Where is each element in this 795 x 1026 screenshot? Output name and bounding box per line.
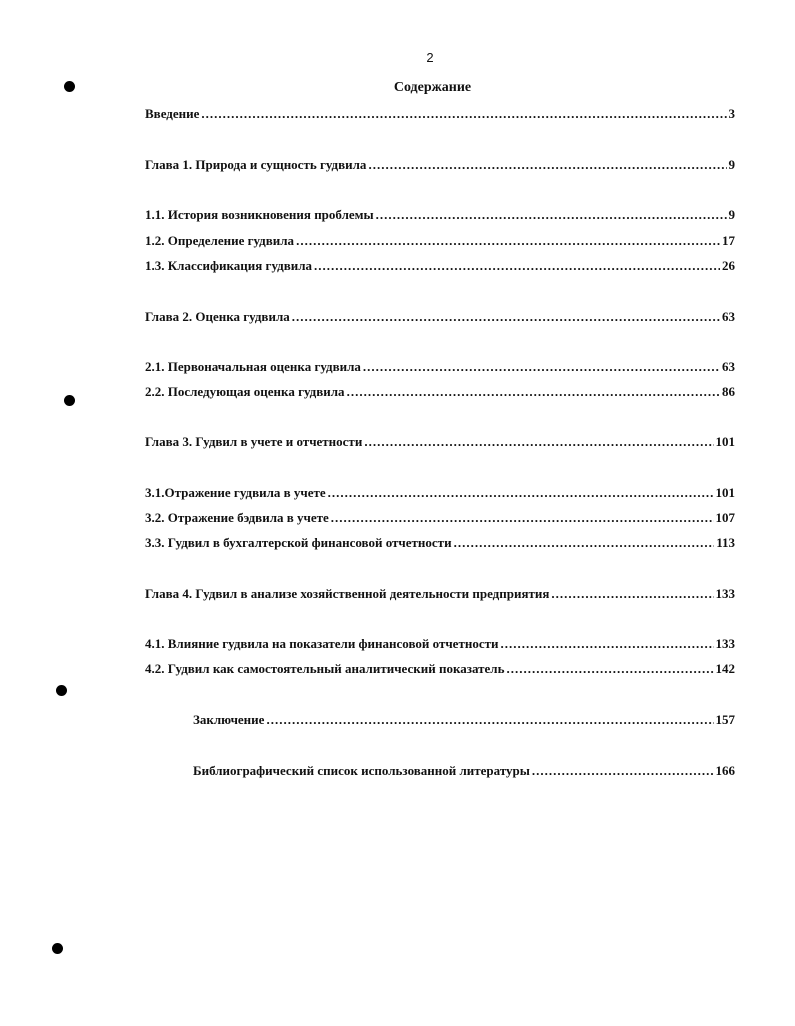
dot-leader [454, 535, 715, 551]
toc-entry-label: Глава 3. Гудвил в учете и отчетности [145, 434, 363, 449]
toc-entry-page: 101 [715, 485, 735, 500]
binding-hole-mark [52, 943, 63, 954]
page-number: 2 [426, 50, 434, 65]
toc-entry-chapter-1 [145, 157, 735, 173]
toc-entry-label: Введение [145, 106, 200, 121]
toc-entry-label: 1.2. Определение гудвила [145, 233, 295, 248]
dot-leader [551, 586, 713, 602]
toc-entry-page: 101 [715, 434, 735, 449]
dot-leader [364, 434, 713, 450]
toc-entry-label: 2.2. Последующая оценка гудвила [145, 384, 345, 399]
toc-entry-page: 63 [722, 359, 735, 374]
toc-entry-label: Библиографический список использованной литературы [193, 763, 530, 778]
toc-entry-label: 3.1.Отражение гудвила в учете [145, 485, 326, 500]
toc-entry-page: 142 [715, 661, 735, 676]
toc-entry-2-1 [145, 359, 735, 375]
toc-entry-page: 86 [722, 384, 735, 399]
toc-entry-page: 133 [715, 586, 735, 601]
toc-entry-page: 3 [728, 106, 735, 121]
toc-entry-label: Глава 2. Оценка гудвила [145, 309, 290, 324]
toc-entry-label: Глава 4. Гудвил в анализе хозяйственной деятельности предприятия [145, 586, 550, 601]
toc-entry-introduction [145, 106, 735, 122]
binding-hole-mark [56, 685, 67, 696]
dot-leader [292, 309, 720, 325]
toc-entry-4-1 [145, 636, 735, 652]
toc-entry-3-1 [145, 485, 735, 501]
toc-entry-3-3 [145, 535, 735, 551]
dot-leader [500, 636, 713, 652]
toc-entry-chapter-4 [145, 586, 735, 602]
toc-entry-label: 2.1. Первоначальная оценка гудвила [145, 359, 361, 374]
toc-entry-3-2 [145, 510, 735, 526]
dot-leader [376, 207, 727, 223]
toc-entry-2-2 [145, 384, 735, 400]
dot-leader [532, 763, 714, 779]
toc-entry-bibliography [193, 763, 735, 779]
toc-entry-conclusion [193, 712, 735, 728]
binding-hole-mark [64, 395, 75, 406]
dot-leader [368, 157, 726, 173]
toc-entry-page: 9 [728, 207, 735, 222]
toc-entry-label: 3.3. Гудвил в бухгалтерской финансовой отчетности [145, 535, 452, 550]
toc-entry-1-3 [145, 258, 735, 274]
toc-entry-label: 4.1. Влияние гудвила на показатели финансовой отчетности [145, 636, 499, 651]
dot-leader [266, 712, 713, 728]
toc-entry-label: 1.1. История возникновения проблемы [145, 207, 374, 222]
toc-entry-label: Глава 1. Природа и сущность гудвила [145, 157, 367, 172]
toc-entry-page: 107 [715, 510, 735, 525]
dot-leader [201, 106, 726, 122]
toc-entry-page: 157 [715, 712, 735, 727]
dot-leader [328, 485, 714, 501]
toc-entry-label: Заключение [193, 712, 265, 727]
dot-leader [296, 233, 720, 249]
toc-entry-page: 63 [722, 309, 735, 324]
toc-entry-4-2 [145, 661, 735, 677]
toc-entry-label: 1.3. Классификация гудвила [145, 258, 313, 273]
toc-entry-page: 9 [728, 157, 735, 172]
toc-entry-page: 26 [722, 258, 735, 273]
toc-entry-page: 166 [715, 763, 735, 778]
toc-entry-1-2 [145, 233, 735, 249]
toc-entry-page: 17 [722, 233, 735, 248]
toc-entry-page: 133 [715, 636, 735, 651]
toc-entry-label: 4.2. Гудвил как самостоятельный аналитический показатель [145, 661, 505, 676]
binding-hole-mark [64, 81, 75, 92]
dot-leader [314, 258, 720, 274]
toc-entry-chapter-3 [145, 434, 735, 450]
dot-leader [331, 510, 714, 526]
toc-entry-1-1 [145, 207, 735, 223]
toc-entry-chapter-2 [145, 309, 735, 325]
dot-leader [363, 359, 720, 375]
dot-leader [506, 661, 713, 677]
toc-entry-page: 113 [716, 535, 735, 550]
dot-leader [347, 384, 720, 400]
toc-entry-label: 3.2. Отражение бэдвила в учете [145, 510, 329, 525]
toc-title: Содержание [393, 80, 472, 95]
